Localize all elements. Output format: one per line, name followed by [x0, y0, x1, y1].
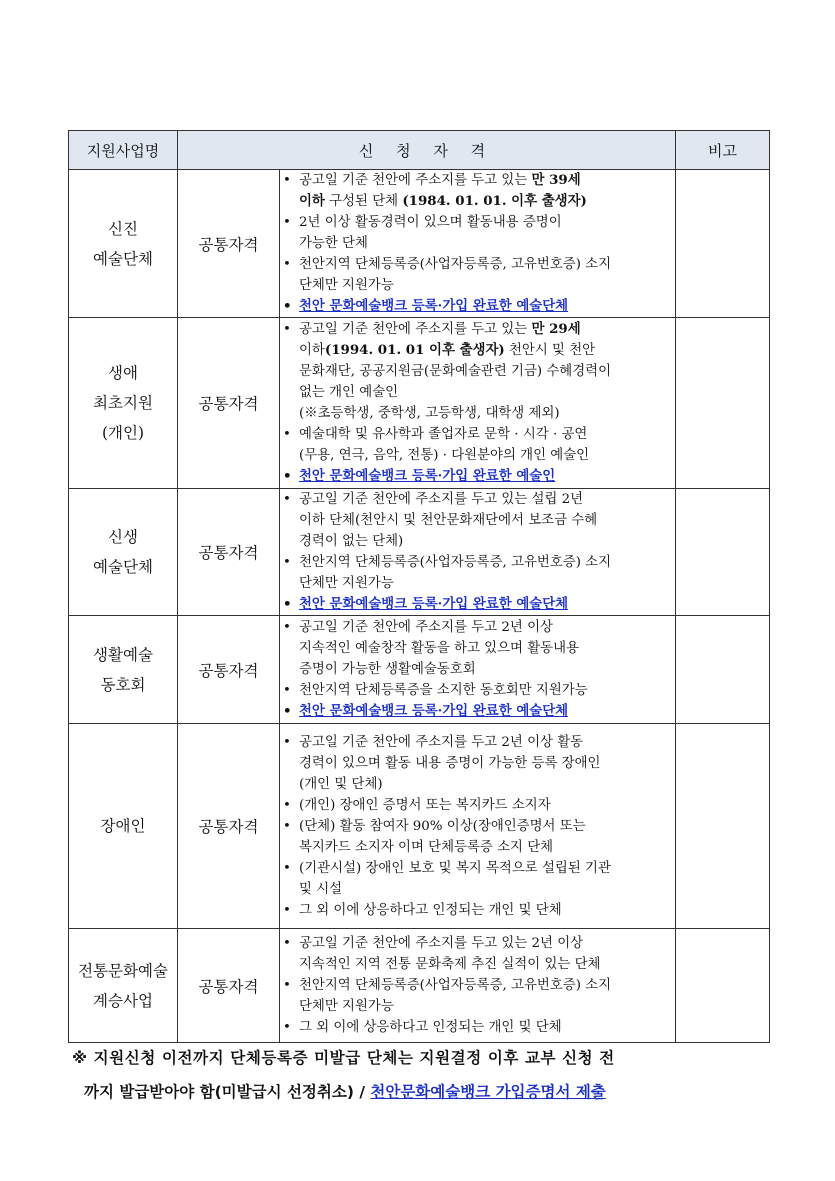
- text-segment: 없는 개인 예술인: [299, 385, 399, 400]
- text-segment: 지속적인 지역 전통 문화축제 추진 실적이 있는 단체: [299, 957, 601, 972]
- program-name-line: 동호회: [100, 675, 146, 694]
- text-segment: (※초등학생, 중학생, 고등학생, 대학생 제외): [299, 406, 560, 421]
- qualification-line: [299, 382, 675, 403]
- qualification-list: [280, 319, 675, 487]
- qualification-line: [299, 254, 675, 275]
- emphasized-text: (1984. 01. 01. 이후 출생자): [402, 193, 587, 209]
- bank-registration-requirement: [280, 466, 675, 487]
- qualification-item: [280, 552, 675, 594]
- qualification-line: [299, 403, 675, 424]
- text-segment: (개인) 장애인 증명서 또는 복지카드 소지자: [299, 797, 551, 813]
- table-row: [69, 929, 770, 1043]
- table-row: [69, 724, 770, 929]
- table-row: [69, 318, 770, 489]
- qualification-line: [299, 701, 675, 722]
- qualification-line: [299, 795, 675, 816]
- qualification-line: [299, 296, 675, 317]
- qualification-items-cell: [280, 929, 676, 1043]
- qualification-line: [299, 774, 675, 795]
- qualification-line: [299, 753, 675, 774]
- qualification-line: [299, 445, 675, 466]
- qualification-line: [299, 638, 675, 659]
- qualification-items-cell: [280, 616, 676, 724]
- qualification-item: [280, 254, 675, 296]
- text-segment: 공고일 기준 천안에 주소지를 두고 있는: [299, 173, 532, 188]
- table-row: [69, 616, 770, 724]
- eligibility-table: [68, 130, 770, 1043]
- qualification-item: [280, 732, 675, 795]
- notice-line-2: [72, 1075, 772, 1109]
- text-segment: 지속적인 예술창작 활동을 하고 있으며 활동내용: [299, 641, 579, 656]
- qualification-line: [299, 680, 675, 701]
- text-segment: 천안지역 단체등록증을 소지한 동호회만 지원가능: [299, 683, 588, 698]
- qualification-line: [299, 933, 675, 954]
- qualification-line: [299, 361, 675, 382]
- remarks-cell: [676, 318, 770, 489]
- text-segment: 이하 단체(천안시 및 천안문화재단에서 보조금 수혜: [299, 513, 598, 528]
- table-row: [69, 489, 770, 616]
- text-segment: 그 외 이에 상응하다고 인정되는 개인 및 단체: [299, 1020, 562, 1035]
- qualification-items-cell: [280, 724, 676, 929]
- text-segment: (무용, 연극, 음악, 전통) · 다원분야의 개인 예술인: [299, 448, 590, 463]
- program-name-line: 장애인: [100, 817, 146, 835]
- qualification-item: [280, 170, 675, 212]
- program-name-cell: [69, 489, 178, 616]
- text-segment: 예술대학 및 유사학과 졸업자로 문학 · 시각 · 공연: [299, 427, 588, 442]
- qualification-line: [299, 424, 675, 445]
- qualification-line: [299, 170, 675, 191]
- qualification-line: [299, 594, 675, 615]
- qualification-item: [280, 975, 675, 1017]
- qualification-list: [280, 489, 675, 615]
- program-name-line: 생활예술: [93, 645, 153, 664]
- text-segment: 경력이 있으며 활동 내용 증명이 가능한 등록 장애인: [299, 755, 601, 771]
- text-segment: 천안 문화예술뱅크 등록·가입 완료한 예술단체: [299, 703, 569, 719]
- text-segment: 천안 문화예술뱅크 등록·가입 완료한 예술단체: [299, 298, 569, 314]
- qualification-line: [299, 816, 675, 837]
- qualification-line: [299, 954, 675, 975]
- text-segment: 공고일 기준 천안에 주소지를 두고 있는 설립 2년: [299, 492, 584, 507]
- table-row: [69, 170, 770, 318]
- emphasized-text: 만 39세: [531, 172, 581, 188]
- program-name-cell: [69, 318, 178, 489]
- qualification-line: [299, 1017, 675, 1038]
- emphasized-text: (1994. 01. 01 이후 출생자): [324, 342, 505, 358]
- text-segment: (개인 및 단체): [299, 776, 383, 792]
- qualification-line: [299, 466, 675, 487]
- qualification-item: [280, 795, 675, 816]
- notice-bank-certificate: 천안문화예술뱅크 가입증명서 제출: [370, 1083, 606, 1101]
- program-name-line: 예술단체: [93, 249, 153, 268]
- text-segment: 경력이 없는 단체): [299, 534, 404, 549]
- program-name-cell: [69, 616, 178, 724]
- notice-line-2-text: 까지 발급받아야 함(미발급시 선정취소) /: [84, 1083, 371, 1101]
- qualification-item: [280, 212, 675, 254]
- text-segment: 천안시 및 천안: [504, 343, 596, 358]
- text-segment: 천안 문화예술뱅크 등록·가입 완료한 예술인: [299, 468, 556, 484]
- text-segment: 천안지역 단체등록증(사업자등록증, 고유번호증) 소지: [299, 978, 612, 993]
- notice-line-1: ※ 지원신청 이전까지 단체등록증 미발급 단체는 지원결정 이후 교부 신청 전: [72, 1049, 615, 1067]
- text-segment: (단체) 활동 참여자 90% 이상(장애인증명서 또는: [299, 818, 586, 834]
- qualification-list: [280, 732, 675, 921]
- qualification-category-cell: 공통자격: [178, 318, 280, 489]
- qualification-item: [280, 680, 675, 701]
- qualification-line: [299, 659, 675, 680]
- text-segment: 증명이 가능한 생활예술동호회: [299, 662, 476, 677]
- text-segment: 공고일 기준 천안에 주소지를 두고 있는 2년 이상: [299, 936, 584, 951]
- table-body: [69, 170, 770, 1043]
- qualification-line: [299, 879, 675, 900]
- qualification-line: [299, 996, 675, 1017]
- text-segment: 구성된 단체: [324, 194, 403, 209]
- text-segment: 문화재단, 공공지원금(문화예술관련 기금) 수혜경력이: [299, 364, 612, 379]
- text-segment: 천안 문화예술뱅크 등록·가입 완료한 예술단체: [299, 596, 569, 612]
- text-segment: 천안지역 단체등록증(사업자등록증, 고유번호증) 소지: [299, 257, 612, 272]
- program-name-line: 예술단체: [93, 558, 153, 576]
- qualification-line: [299, 975, 675, 996]
- qualification-item: [280, 319, 675, 424]
- text-segment: 공고일 기준 천안에 주소지를 두고 2년 이상 활동: [299, 734, 584, 750]
- program-name-line: 생애: [108, 364, 138, 382]
- qualification-line: [299, 531, 675, 552]
- qualification-category-cell: 공통자격: [178, 616, 280, 724]
- program-name-cell: [69, 724, 178, 929]
- program-name-cell: [69, 929, 178, 1043]
- header-program-name: 지원사업명: [69, 131, 178, 170]
- text-segment: 공고일 기준 천안에 주소지를 두고 있는: [299, 322, 532, 337]
- qualification-item: [280, 489, 675, 552]
- text-segment: 복지카드 소지자 이며 단체등록증 소지 단체: [299, 839, 554, 855]
- qualification-line: [299, 732, 675, 753]
- program-name-line: 전통문화예술: [78, 961, 168, 980]
- qualification-item: [280, 617, 675, 680]
- notice-text: [72, 1041, 772, 1109]
- text-segment: 단체만 지원가능: [299, 278, 394, 293]
- qualification-line: [299, 900, 675, 921]
- qualification-line: [299, 552, 675, 573]
- qualification-line: [299, 617, 675, 638]
- qualification-line: [299, 837, 675, 858]
- qualification-item: [280, 816, 675, 858]
- qualification-line: [299, 340, 675, 361]
- program-name-line: (개인): [101, 424, 145, 442]
- remarks-cell: [676, 170, 770, 318]
- qualification-category-cell: 공통자격: [178, 489, 280, 616]
- qualification-line: [299, 573, 675, 594]
- qualification-line: [299, 275, 675, 296]
- program-name-line: 계승사업: [93, 991, 153, 1010]
- text-segment: (기관시설) 장애인 보호 및 복지 목적으로 설립된 기관: [299, 860, 611, 876]
- text-segment: 이하: [299, 343, 325, 358]
- program-name-cell: [69, 170, 178, 318]
- remarks-cell: [676, 489, 770, 616]
- text-segment: 공고일 기준 천안에 주소지를 두고 2년 이상: [299, 620, 553, 635]
- qualification-item: [280, 933, 675, 975]
- qualification-line: [299, 510, 675, 531]
- qualification-line: [299, 489, 675, 510]
- qualification-item: [280, 424, 675, 466]
- qualification-item: [280, 858, 675, 900]
- qualification-line: [299, 319, 675, 340]
- text-segment: 2년 이상 활동경력이 있으며 활동내용 증명이: [299, 215, 562, 230]
- text-segment: 및 시설: [299, 881, 343, 897]
- header-remarks: 비고: [676, 131, 770, 170]
- header-qualification: 신 청 자 격: [178, 131, 676, 170]
- qualification-items-cell: [280, 318, 676, 489]
- table-header-row: [69, 131, 770, 170]
- qualification-items-cell: [280, 170, 676, 318]
- program-name-line: 신생: [108, 528, 138, 546]
- emphasized-text: 이하: [299, 193, 325, 209]
- qualification-line: [299, 191, 675, 212]
- qualification-list: [280, 617, 675, 722]
- remarks-cell: [676, 616, 770, 724]
- program-name-line: 최초지원: [93, 394, 153, 412]
- text-segment: 가능한 단체: [299, 236, 368, 251]
- qualification-item: [280, 900, 675, 921]
- text-segment: 단체만 지원가능: [299, 576, 394, 591]
- qualification-line: [299, 212, 675, 233]
- remarks-cell: [676, 929, 770, 1043]
- qualification-category-cell: 공통자격: [178, 170, 280, 318]
- text-segment: 천안지역 단체등록증(사업자등록증, 고유번호증) 소지: [299, 555, 612, 570]
- bank-registration-requirement: [280, 594, 675, 615]
- bank-registration-requirement: [280, 296, 675, 317]
- qualification-line: [299, 858, 675, 879]
- qualification-items-cell: [280, 489, 676, 616]
- qualification-list: [280, 933, 675, 1038]
- qualification-category-cell: 공통자격: [178, 929, 280, 1043]
- qualification-item: [280, 1017, 675, 1038]
- remarks-cell: [676, 724, 770, 929]
- bank-registration-requirement: [280, 701, 675, 722]
- program-name-line: 신진: [108, 219, 138, 238]
- qualification-list: [280, 170, 675, 317]
- text-segment: 그 외 이에 상응하다고 인정되는 개인 및 단체: [299, 902, 562, 918]
- qualification-category-cell: 공통자격: [178, 724, 280, 929]
- text-segment: 단체만 지원가능: [299, 999, 394, 1014]
- emphasized-text: 만 29세: [531, 321, 581, 337]
- qualification-line: [299, 233, 675, 254]
